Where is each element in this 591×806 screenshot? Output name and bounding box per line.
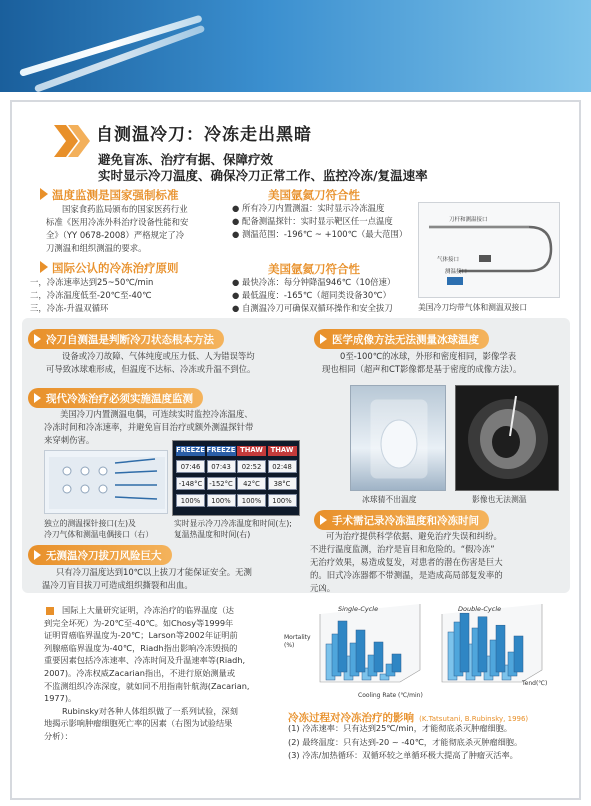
cryoprobe-image: [19, 15, 203, 77]
chart-bar: [338, 621, 347, 672]
chevron-icon: [40, 261, 48, 273]
mortality-chart: [282, 604, 564, 700]
probe-photo: [418, 202, 560, 298]
monitor-value-cell: 07:46: [176, 460, 205, 473]
monitor-value-cell: 07:43: [207, 460, 236, 473]
monitor-caption: 实时显示冷刀冷冻温度和时间(左); 复温热温度和时间(右): [174, 519, 292, 539]
record-body: 可为治疗提供科学依据、避免治疗失误和纠纷。 不进行温度监测，治疗是盲目和危险的。“假冷冻” 无治疗效果，易造成复发，对患者的潜在伤害是巨大 的。旧式冷冻器都不带测温，是造成高局部复发率的 元凶。: [310, 531, 503, 593]
section-title-compliance-1: 美国氩氦刀符合性: [268, 188, 360, 202]
iceball-photo: [350, 385, 446, 491]
imaging-body: 0至-100℃的冰球，外形和密度相同，影像学表 现也相同（超声和CT影像都是基于密度的成像方法）。: [322, 351, 522, 374]
list-item: (3) 冷冻/加热循环：双循环较之单循环极大提高了肿瘤灭活率。: [288, 750, 518, 761]
key-title: 冷冻过程对冷冻治疗的影响: [288, 712, 414, 724]
pill-withdrawal: 无测温冷刀拔刀风险巨大: [28, 545, 172, 565]
chart-bar: [460, 613, 469, 672]
monitor-value-cell: 100%: [207, 494, 236, 507]
list-item: ● 测温范围：-196℃ ~ +100℃（最大范围）: [232, 229, 408, 239]
compliance-list-1: [232, 202, 422, 241]
monitor-value-cell: 100%: [268, 494, 297, 507]
page-subtitle-1: 避免盲冻、治疗有据、保障疗效: [98, 152, 274, 167]
monitor-value-cell: 02:48: [268, 460, 297, 473]
list-item: ● 所有冷刀内置测温：实时显示冷冻温度: [232, 203, 385, 213]
list-item: 二，冷冻温度低至-20℃至-40℃: [30, 290, 152, 300]
section-title-principles: 国际公认的冷冻治疗原则: [40, 260, 179, 276]
section-title-compliance-2: 美国氩氦刀符合性: [268, 262, 360, 276]
title-chevron-icon: [52, 121, 92, 161]
chevron-icon: [40, 188, 48, 200]
monitor-value-cell: 100%: [176, 494, 205, 507]
chart-zlabel: Tend(℃): [522, 680, 548, 687]
chart-bar: [514, 636, 523, 672]
pill-imaging: 医学成像方法无法测量冰球温度: [314, 329, 489, 349]
chart-right-title: Double-Cycle: [458, 605, 502, 613]
section-title-standard: 温度监测是国家强制标准: [40, 187, 179, 203]
pill-monitoring: 现代冷冻治疗必须实施温度监测: [28, 388, 203, 408]
research-text: 国际上大量研究证明，冷冻治疗的临界温度（达 到完全坏死）为-20℃至-40℃。如Chosy等1999年 证明胃癌临界温度为-20℃；Larson等2002年证明前 列腺癌临界温度为-40℃，Riadh指出影响冷冻毁损的 重要因素包括冷冻速率、冷冻时间及升温速率等(Riadh, 2007)。冷冻权威Zacarian指出，不进行原始测量或 不监测组织冷冻深度，就如同不用指南针航海(Zacarian, 1977)。 Rubinsky对各种人体组织做了一系列试验，深刻 地揭示影响肿瘤细胞死亡率的因素（右图为试验结果 分析）：: [44, 605, 250, 741]
chart-bar: [478, 617, 487, 672]
monitor-value-cell: -152°C: [207, 477, 236, 490]
monitor-value-cell: -148°C: [176, 477, 205, 490]
connector-photo: [44, 450, 168, 514]
chart-bar: [374, 642, 383, 672]
section-body-standard: 国家食药监局颁布的国家医药行业 标准《医用冷冻外科治疗设备性能和安 全》（YY 0678-2008）严格规定了冷 刀测温和组织测温的要求。: [46, 204, 189, 253]
page-title: 自测温冷刀：冷冻走出黑暗: [96, 125, 312, 145]
compliance-list-2: [232, 276, 422, 315]
monitor-value-cell: 100%: [237, 494, 266, 507]
list-item: (1) 冷冻速率：只有达到25℃/min，才能彻底杀灭肿瘤细胞。: [288, 723, 512, 733]
list-item: ● 配备测温探针：实时显示靶区任一点温度: [232, 216, 393, 226]
probe-label-temp: 测温接口: [445, 269, 468, 275]
probe-caption: 美国冷刀均带气体和测温双接口: [418, 303, 528, 312]
monitor-value-cell: 02:52: [237, 460, 266, 473]
chart-bar: [356, 630, 365, 672]
chart-left-title: Single-Cycle: [338, 605, 379, 613]
monitor-header-cell: THAW: [268, 446, 297, 456]
monitor-header-cell: THAW: [237, 446, 266, 456]
chart-bar: [392, 654, 401, 672]
monitoring-body: 美国冷刀内置测温电偶，可连续实时监控冷冻温度、 冷冻时间和冷冻速率，并避免盲目治疗或额外测温探针带 来穿刺伤害。: [44, 409, 254, 445]
list-item: 三，冷冻-升温双循环: [30, 303, 109, 313]
monitor-header-cell: FREEZE: [206, 446, 236, 454]
chart-bar: [496, 625, 505, 672]
list-item: ● 最低温度：-165℃（超同类设备30℃）: [232, 290, 391, 300]
ct-scan-image: [455, 385, 559, 491]
withdrawal-body: 只有冷刀温度达到10℃以上拔刀才能保证安全。无测 温冷刀盲目拔刀可造成组织撕裂和出血。: [42, 567, 252, 590]
self-temp-body: 设备或冷刀故障、气体纯度或压力低、人为错误等均 可导致冰球难形成，但温度不达标、冷冻或升温不到位。: [46, 351, 256, 374]
probe-label-connector: 刀杆和测温接口: [449, 217, 488, 223]
monitor-header-cell: FREEZE: [176, 446, 205, 454]
header-banner: [0, 0, 591, 92]
iceball-caption: 冰球猜不出温度: [362, 495, 417, 504]
monitor-value-cell: 42°C: [237, 477, 266, 490]
chart-xlabel: Cooling Rate (℃/min): [358, 692, 423, 699]
ct-caption: 影像也无法测温: [472, 495, 527, 504]
chart-ylabel: Mortality (%): [284, 634, 311, 649]
monitor-value-cell: 38°C: [268, 477, 297, 490]
page-subtitle-2: 实时显示冷刀温度、确保冷刀正常工作、监控冷冻/复温速率: [98, 168, 428, 183]
pill-self-temp: 冷刀自测温是判断冷刀状态根本方法: [28, 329, 224, 349]
list-item: (2) 最终温度：只有达到-20 ~ -40℃，才能彻底杀灭肿瘤细胞。: [288, 736, 523, 747]
list-item: ● 最快冷冻：每分钟降温946℃（10倍速）: [232, 277, 396, 287]
pill-record: 手术需记录冷冻温度和冷冻时间: [314, 510, 489, 530]
list-item: 一，冷冻速率达到25~50℃/min: [30, 277, 154, 287]
principles-list: [30, 276, 220, 315]
connector-caption: 独立的测温探针接口(左)及 冷刀气体和测温电偶接口（右）: [44, 519, 154, 539]
key-findings-list: [288, 722, 564, 763]
probe-label-gas: 气体接口: [437, 257, 460, 263]
list-item: ● 自测温冷刀可确保双循环操作和安全拔刀: [232, 303, 393, 313]
key-citation: (K.Tatsutani, B.Rubinsky, 1996): [419, 715, 529, 723]
